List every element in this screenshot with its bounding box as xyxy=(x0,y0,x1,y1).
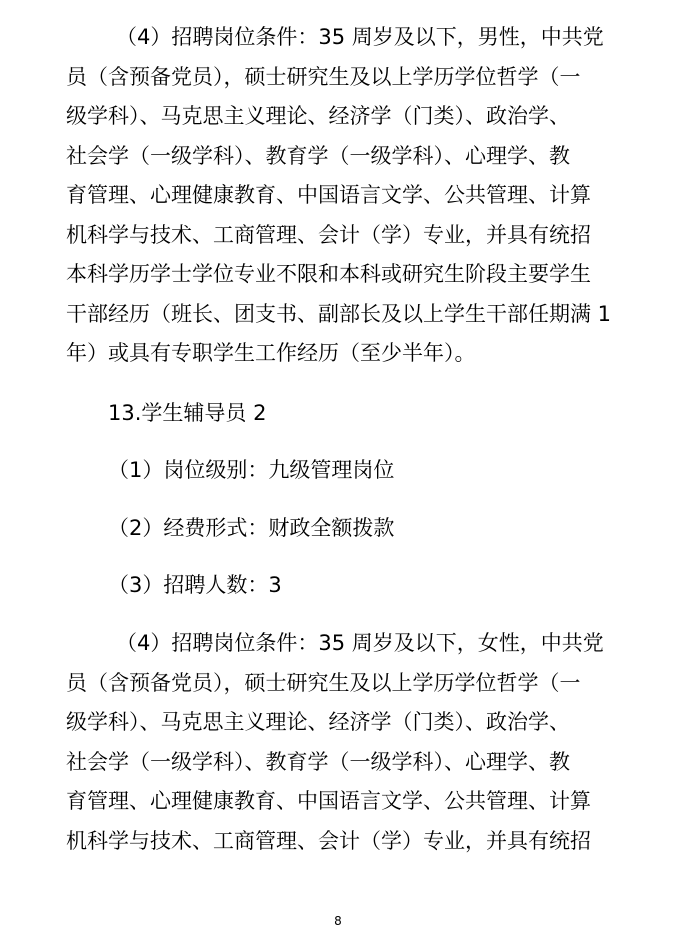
conditions-paragraph-male xyxy=(66,18,612,374)
page-number: 8 xyxy=(334,914,342,928)
text-line: 机科学与技术、工商管理、会计（学）专业，并具有统招 xyxy=(66,828,591,853)
text-line: 本科学历学士学位专业不限和本科或研究生阶段主要学生 xyxy=(66,262,591,286)
text-line: 级学科）、马克思主义理论、经济学（门类）、政治学、 xyxy=(66,710,570,734)
text-line: 年）或具有专职学生工作经历（至少半年）。 xyxy=(66,341,476,365)
conditions-paragraph-female xyxy=(66,624,604,861)
text-line: （4）招聘岗位条件：35 周岁及以下，女性，中共党 xyxy=(116,631,604,655)
text-line: 级学科）、马克思主义理论、经济学（门类）、政治学、 xyxy=(66,104,570,128)
funding-type-item: （2）经费形式：财政全额拨款 xyxy=(108,516,395,540)
text-line: 育管理、心理健康教育、中国语言文学、公共管理、计算 xyxy=(66,183,591,207)
headcount-item: （3）招聘人数：3 xyxy=(108,573,282,597)
text-line: 员（含预备党员），硕士研究生及以上学历学位哲学（一 xyxy=(66,670,581,695)
text-line: 干部经历（班长、团支书、副部长及以上学生干部任期满 1 xyxy=(66,301,612,326)
text-line: 社会学（一级学科）、教育学（一级学科）、心理学、教 xyxy=(66,143,570,168)
section-heading: 13.学生辅导员 2 xyxy=(108,401,267,425)
position-level-item: （1）岗位级别：九级管理岗位 xyxy=(108,458,395,482)
text-line: 育管理、心理健康教育、中国语言文学、公共管理、计算 xyxy=(66,789,591,813)
text-line: （4）招聘岗位条件：35 周岁及以下，男性，中共党 xyxy=(116,25,604,49)
text-line: 机科学与技术、工商管理、会计（学）专业，并具有统招 xyxy=(66,222,591,247)
text-line: 员（含预备党员），硕士研究生及以上学历学位哲学（一 xyxy=(66,64,581,89)
text-line: 社会学（一级学科）、教育学（一级学科）、心理学、教 xyxy=(66,749,570,774)
